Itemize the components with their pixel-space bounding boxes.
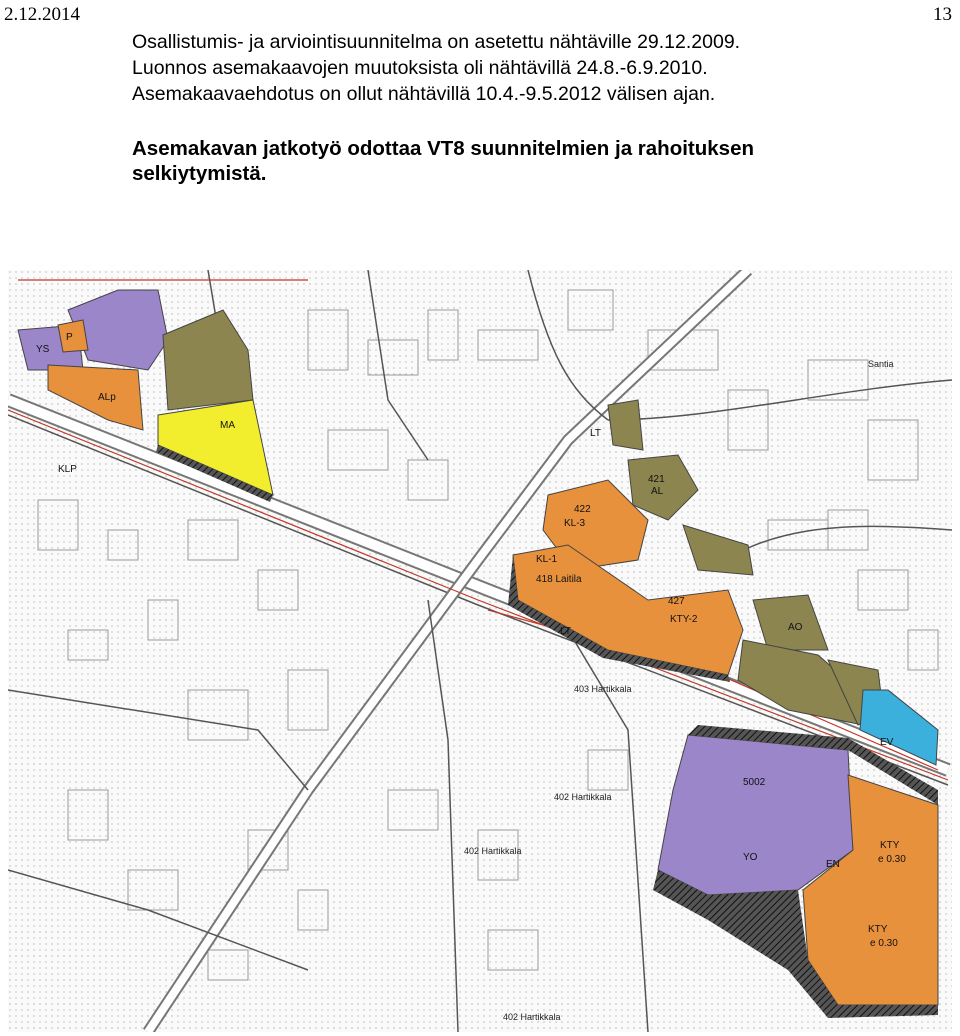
label-kty-1: KTY: [880, 840, 900, 851]
label-yo: YO: [743, 852, 758, 863]
bold-line: selkiytymistä.: [132, 162, 267, 185]
label-030-1: e 0.30: [878, 854, 906, 865]
label-p: P: [66, 332, 73, 343]
label-ma: MA: [220, 420, 235, 431]
label-lt-1: LT: [590, 428, 601, 439]
label-ev: EV: [880, 737, 894, 748]
paragraph-line: Osallistumis- ja arviointisuunnitelma on asetettu nähtäville 29.12.2009.: [132, 31, 741, 53]
label-422: 422: [574, 504, 591, 515]
label-421: 421: [648, 474, 665, 485]
header-date: 2.12.2014: [4, 4, 80, 25]
label-alp: ALp: [98, 392, 116, 403]
label-5002: 5002: [743, 777, 766, 788]
label-403: 403 Hartikkala: [574, 684, 632, 694]
label-ys: YS: [36, 344, 50, 355]
schedule-paragraph: [132, 29, 932, 107]
label-lt-2: LT: [560, 626, 571, 637]
zoning-map-svg: [8, 270, 952, 1032]
paragraph-line: Luonnos asemakaavojen muutoksista oli nähtävillä 24.8.-6.9.2010.: [132, 57, 708, 79]
label-klp: KLP: [58, 464, 77, 475]
bold-line: Asemakavan jatkotyö odottaa VT8 suunnitelmien ja rahoituksen: [132, 137, 754, 160]
label-402-b: 402 Hartikkala: [464, 846, 522, 856]
label-kl1: KL-1: [536, 554, 558, 565]
label-418: 418 Laitila: [536, 574, 582, 585]
zone-p: [58, 320, 88, 352]
paragraph-line: Asemakaavaehdotus on ollut nähtävillä 10.4.-9.5.2012 välisen ajan.: [132, 83, 716, 105]
label-kty2: KTY-2: [670, 614, 698, 625]
zoning-map: [8, 270, 952, 1032]
label-kty-2: KTY: [868, 924, 888, 935]
label-kl3: KL-3: [564, 518, 586, 529]
label-santia: Santia: [868, 359, 894, 369]
zone-5002-yo: [658, 735, 853, 895]
status-paragraph: [132, 136, 932, 186]
label-402-c: 402 Hartikkala: [503, 1012, 561, 1022]
label-402-a: 402 Hartikkala: [554, 792, 612, 802]
label-al: AL: [651, 486, 664, 497]
label-030-2: e 0.30: [870, 938, 898, 949]
page-number: 13: [933, 4, 952, 25]
label-ao: AO: [788, 622, 803, 633]
zone-olive-small: [608, 400, 643, 450]
label-427: 427: [668, 596, 685, 607]
label-en: EN: [826, 859, 840, 870]
